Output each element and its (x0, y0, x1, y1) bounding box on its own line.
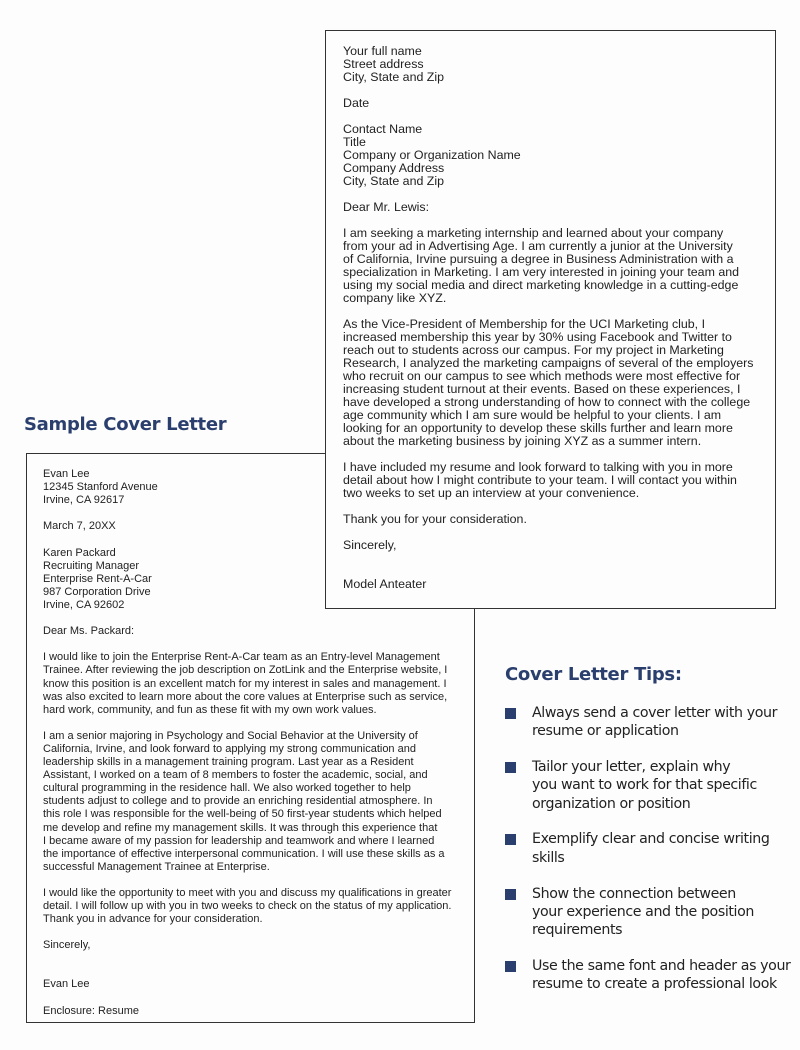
body-paragraph: I would like to join the Enterprise Rent-A-Car team as an Entry-level Management Trainee. After reviewing the job description on ZotLink and the Enterprise website, I know this position is an excellent match for my interest in sales and management. I was also excited to learn more about the core values at Enterprise such as service, hard work, community, and fun as these fit with my own work values. (43, 651, 448, 716)
closing: Sincerely, (43, 939, 91, 952)
tip-text: Always send a cover letter with your resume or application (532, 705, 778, 740)
recipient-address: Karen Packard Recruiting Manager Enterprise Rent-A-Car 987 Corporation Drive Irvine, CA 92602 (43, 546, 152, 611)
sender-address: Evan Lee 12345 Stanford Avenue Irvine, CA 92617 (43, 468, 158, 507)
template-cover-letter (325, 30, 776, 609)
body-paragraph: I would like the opportunity to meet with you and discuss my qualifications in greater detail. I will follow up with you in two weeks to check on the status of my application. Thank you in advance for your consideration. (43, 887, 452, 926)
body-paragraph: I am seeking a marketing internship and learned about your company from your ad in Advertising Age. I am currently a junior at the University of California, Irvine pursuing a degree in Business Administration with a specialization in Marketing. I am very interested in joining your team and using my social media and direct marketing knowledge in a cutting-edge company like XYZ. (343, 226, 740, 305)
tip-item (505, 830, 795, 867)
tip-item (505, 704, 795, 741)
bullet-square-icon (505, 889, 516, 900)
tip-text: Use the same font and header as your resume to create a professional look (532, 957, 791, 993)
tip-item (505, 758, 795, 813)
letter-date: March 7, 20XX (43, 520, 116, 533)
body-paragraph: I have included my resume and look forward to talking with you in more detail about how I might contribute to your team. I will contact you within two weeks to set up an interview at your convenience. (343, 460, 737, 500)
salutation: Dear Ms. Packard: (43, 625, 135, 638)
tip-item (505, 885, 795, 940)
bullet-square-icon (505, 961, 516, 972)
body-paragraph: Thank you for your consideration. (343, 512, 527, 526)
salutation: Dear Mr. Lewis: (343, 200, 430, 214)
tip-text: Tailor your letter, explain why you want to work for that specific organization or position (532, 759, 757, 812)
tip-text: Show the connection between your experience and the position requirements (532, 885, 754, 939)
sample-cover-letter-title: Sample Cover Letter (24, 414, 227, 435)
bullet-square-icon (505, 834, 516, 845)
enclosure: Enclosure: Resume (43, 1004, 139, 1017)
tips-list (505, 704, 795, 1011)
closing: Sincerely, (343, 538, 397, 552)
letter-date: Date (343, 96, 370, 110)
body-paragraph: As the Vice-President of Membership for the UCI Marketing club, I increased membership this year by 30% using Facebook and Twitter to reach out to students across our campus. For my project in Marketing Research, I analyzed the marketing campaigns of several of the employers who recruit on our campus to see which methods were most effective for increasing student turnout at their events. Based on these experiences, I have developed a strong understanding of how to connect with the college age community which I am sure would be helpful to your clients. I am looking for an opportunity to develop these skills further and learn more about the marketing business by joining XYZ as a summer intern. (343, 317, 754, 448)
recipient-address: Contact Name Title Company or Organization Name Company Address City, State and Zip (343, 122, 521, 188)
sender-address: Your full name Street address City, State and Zip (343, 44, 445, 84)
tip-text: Exemplify clear and concise writing skills (532, 831, 770, 866)
bullet-square-icon (505, 708, 516, 719)
tips-title: Cover Letter Tips: (505, 664, 682, 685)
signature: Model Anteater (343, 577, 427, 591)
body-paragraph: I am a senior majoring in Psychology and Social Behavior at the University of California, Irvine, and look forward to applying my strong communication and leadership skills in a management training program. Last year as a Resident Assistant, I worked on a team of 8 members to foster the academic, social, and cultural programming in the residence hall. We also worked together to help students adjust to college and to provide an enriching residential atmosphere. In this role I was responsible for the well-being of 50 first-year students which helped me develop and refine my management skills. It was through this experience that I became aware of my passion for leadership and teamwork and where I learned the importance of effective interpersonal communication. I will use these skills as a successful Management Trainee at Enterprise. (43, 729, 445, 873)
signature: Evan Lee (43, 978, 90, 991)
tip-item (505, 957, 795, 994)
bullet-square-icon (505, 762, 516, 773)
